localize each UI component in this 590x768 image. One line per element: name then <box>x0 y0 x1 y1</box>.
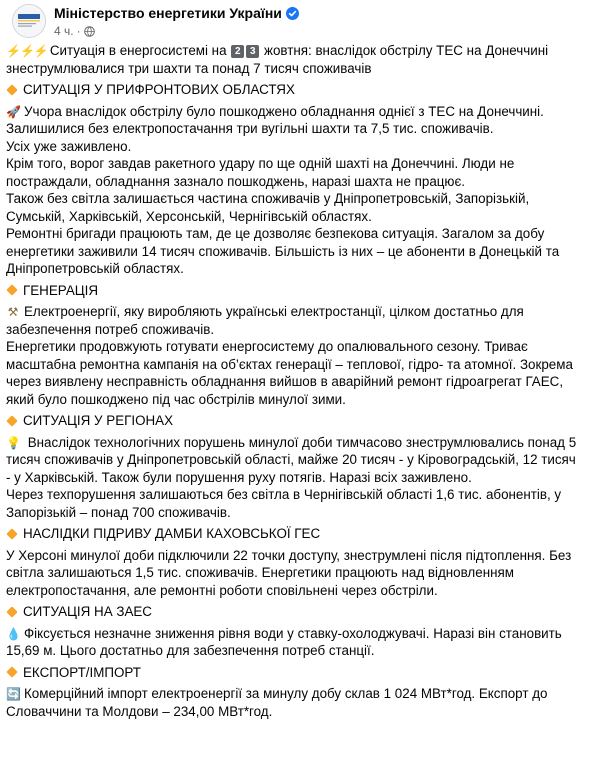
droplet-icon: 💧 <box>6 626 21 641</box>
light-bulb-icon: 💡 <box>6 435 21 450</box>
text-line: 🚀 Учора внаслідок обстрілу було пошкоджено обладнання однієї з ТЕС на Донеччині. <box>6 103 582 121</box>
text-line: Крім того, ворог завдав ракетного удару по ще одній шахті на Донеччині. Люди не <box>6 156 515 171</box>
section-title: НАСЛІДКИ ПІДРИВУ ДАМБИ КАХОВСЬКОЇ ГЕС <box>6 525 582 543</box>
section-title: ГЕНЕРАЦІЯ <box>6 282 582 300</box>
post-time[interactable]: 4 ч. <box>54 24 74 38</box>
text-line: Сумській, Харківській, Херсонській, Чернігівській областях. <box>6 208 372 224</box>
text-line: який було пошкоджено під час обстрілів минулої зими. <box>6 391 346 407</box>
meta-separator: · <box>76 24 81 38</box>
text-line: світла залишаються 1,5 тис. споживачів. Енергетики працюють над відновленням <box>6 565 514 580</box>
post-header <box>6 0 590 42</box>
intro-line-2: знеструмлювалися три шахти та понад 7 тисяч споживачів <box>6 60 372 76</box>
page-name-row <box>54 5 299 21</box>
arrows-icon: 🔄 <box>6 687 21 701</box>
text-line: через виявлену несправність обладнання вийшов в аварійний ремонт гідроагрегат ГАЕС, <box>6 374 564 389</box>
text-line: - у Харківській. Також були порушення руху потягів. Наразі всіх заживлено. <box>6 469 472 485</box>
post-body <box>6 42 590 720</box>
globe-icon[interactable] <box>84 26 95 37</box>
text-line: Дніпропетровській областях. <box>6 261 184 276</box>
orange-diamond-icon <box>6 667 17 678</box>
orange-diamond-icon <box>6 84 17 95</box>
text-line: ⚒ Електроенергії, яку виробляють українські електростанції, цілком достатньо для <box>6 303 582 321</box>
orange-diamond-icon <box>6 415 17 426</box>
section-title: СИТУАЦІЯ НА ЗАЕС <box>6 603 582 621</box>
text-line: Усіх уже заживлено. <box>6 138 132 154</box>
rocket-icon: 🚀 <box>6 104 21 119</box>
text-line: 💡 Внаслідок технологічних порушень минулої доби тимчасово знеструмлювались понад 5 <box>6 434 582 452</box>
text-line: Ремонтні бригади працюють там, де це дозволяє безпекова ситуація. Загалом за добу <box>6 226 545 241</box>
text-line: постраждали, обладнання зазнало пошкоджень, наразі шахта не працює. <box>6 173 466 189</box>
hammer-and-wrench-icon: ⚒ <box>7 305 19 319</box>
text-line: 15,69 м. Цього достатньо для забезпечення потреб станції. <box>6 643 375 658</box>
orange-diamond-icon <box>6 528 17 539</box>
text-line: Енергетики продовжують готувати енергосистему до опалювального сезону. Триває <box>6 339 528 354</box>
keycap-3-icon: 3 <box>246 45 259 58</box>
text-line: електропостачання, але ремонтні роботи сповільнені через обстріли. <box>6 582 438 598</box>
verified-badge-icon <box>286 7 299 20</box>
text-line: Через техпорушення залишаються без світла в Чернігівській області 1,6 тис. абонентів, у <box>6 487 562 502</box>
text-line: масштабна ремонтна кампанія на об’єктах генерації – теплової, гідро- та атомної. Зокрема <box>6 356 573 372</box>
text-line: Запорізькій – понад 700 споживачів. <box>6 504 231 520</box>
keycap-2-icon: 2 <box>231 45 244 58</box>
text-line: У Херсоні минулої доби підключили 22 точки доступу, знеструмлені після підтоплення. Без <box>6 547 572 563</box>
post-meta <box>54 24 95 38</box>
text-line: тисяч споживачів у Дніпропетровській області, майже 20 тисяч - у Кіровоградській, 12 тисяч <box>6 452 576 467</box>
text-line: Також без світла залишається частина споживачів у Дніпропетровській, Запорізькій, <box>6 191 530 206</box>
orange-diamond-icon <box>6 606 17 617</box>
orange-diamond-icon <box>6 285 17 296</box>
section-title: СИТУАЦІЯ У ПРИФРОНТОВИХ ОБЛАСТЯХ <box>6 81 582 99</box>
section-title: СИТУАЦІЯ У РЕГІОНАХ <box>6 412 582 430</box>
high-voltage-icon: ⚡⚡⚡ <box>6 44 48 58</box>
text-line: 🔄 Комерційний імпорт електроенергії за минулу добу склав 1 024 МВт*год. Експорт до <box>6 685 582 703</box>
page-avatar[interactable] <box>12 4 46 38</box>
text-line: Залишилися без електропостачання три вугільні шахти та 7,5 тис. споживачів. <box>6 121 494 136</box>
text-line: забезпечення потреб споживачів. <box>6 321 215 337</box>
section-title: ЕКСПОРТ/ІМПОРТ <box>6 664 582 682</box>
text-line: 💧 Фіксується незначне зниження рівня води у ставку-охолоджувачі. Наразі він становить <box>6 625 582 643</box>
page-name[interactable]: Міністерство енергетики України <box>54 5 282 21</box>
text-line: Словаччини та Молдови – 234,00 МВт*год. <box>6 703 273 719</box>
intro-line-1: ⚡⚡⚡ Ситуація в енергосистемі на 2 3 жовтня: внаслідок обстрілу ТЕС на Донеччині <box>6 42 582 60</box>
text-line: енергетики заживили 14 тисяч споживачів. Більшість із них – це абоненти в Донецькій та <box>6 243 560 259</box>
